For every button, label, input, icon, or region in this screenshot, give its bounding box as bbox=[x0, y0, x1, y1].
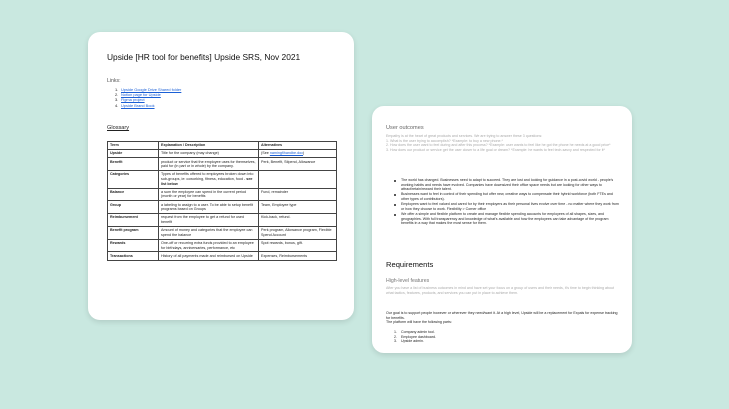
table-row: Transactions History of all payments made and reimbursed on Upside Expenses, Reimbursements bbox=[108, 252, 337, 260]
outcomes-bullet-list bbox=[394, 178, 620, 226]
brand-book-link[interactable]: Upside Brand Book bbox=[121, 102, 155, 108]
goal-paragraph: Our goal is to support people however or wherever they need/want it. At a high level, Upside will be a replacement for Expals for expense tracking for benefits. The platform will have the following parts: bbox=[386, 311, 618, 325]
list-item: 2. Notion page for Upside bbox=[115, 92, 161, 98]
platform-parts-list bbox=[394, 330, 436, 344]
drive-folder-link[interactable]: Upside Google Drive Shared folder bbox=[121, 87, 182, 92]
high-level-features-heading: High-level features bbox=[386, 278, 430, 284]
glossary-table bbox=[107, 141, 337, 261]
column-header-explanation: Explanation / Description bbox=[159, 142, 259, 150]
list-item: 4. Upside Brand Book bbox=[115, 102, 155, 108]
figma-project-link[interactable]: Figma project bbox=[121, 97, 145, 103]
list-item: 3. Upside admin. bbox=[394, 339, 424, 344]
links-list bbox=[115, 87, 181, 108]
list-item: 3. Figma project bbox=[115, 97, 145, 103]
list-item: Employees want to feel valued and cared for by their employers as their personal lives evolve over time - no matter where they work from or how they choose to work. Flexibility > Corner office bbox=[394, 202, 620, 211]
high-level-features-intro: After you have a list of business outcomes in mind and have set your focus on a group of users and their needs, it's time to begin thinking about what tactics, features, products, and services you can put in place to achieve them. bbox=[386, 286, 615, 295]
list-item: 2. Employee dashboard. bbox=[394, 334, 436, 339]
list-item: 1. Company admin tool. bbox=[394, 330, 435, 334]
glossary-document-card bbox=[88, 32, 354, 320]
table-header-row bbox=[108, 142, 337, 150]
links-heading: Links: bbox=[107, 78, 121, 84]
naming-doc-link[interactable]: namingflhandbe.doc bbox=[269, 151, 304, 156]
table-row: Rewards One-off or recurring extra funds provided to an employee for birthdays, anniversaries, performance, etc Spot rewards, bonus, gift. bbox=[108, 239, 337, 252]
column-header-alternatives: Alternatives bbox=[259, 142, 337, 150]
document-title: Upside [HR tool for benefits] Upside SRS, Nov 2021 bbox=[107, 52, 301, 62]
table-row: Benefit product or service that the employee uses for themselves, paid for (in part or in whole) by the company. Perk, Benefit, Stipend, Allowance bbox=[108, 158, 337, 171]
list-item: 1. Upside Google Drive Shared folder bbox=[115, 87, 182, 92]
user-outcomes-intro: Empathy is at the heart of great products and services. We are trying to answer these 3 questions: 1. What is the user trying to accomplish? *Example: to buy a new phone.* 2. How does the user want to feel during and after this process? *Example: user wants to feel like he got the phone he needs at a good price* 3. How does our product or service get the user closer to a life goal or dream? *Example: he wants to feel tech-savvy and respected for it* bbox=[386, 134, 611, 152]
column-header-term: Term bbox=[108, 142, 159, 150]
requirements-heading: Requirements bbox=[386, 260, 434, 269]
notion-page-link[interactable]: Notion page for Upside bbox=[121, 92, 161, 98]
list-item: Businesses want to feel in control of their spending but offer new, creative ways to compensate their hybrid workforce (both FTEs and other types of contributors). bbox=[394, 192, 620, 201]
table-row: Balance a sum the employee can spend in the current period (month or year) for benefits Fund, remainder bbox=[108, 188, 337, 201]
table-row: Categories Types of benefits offered to employees broken down into sub-groups, ie: coworking, fitness, education, food - see list below bbox=[108, 171, 337, 188]
glossary-heading: Glossary bbox=[107, 125, 130, 131]
table-row: Reimbursement request from the employee to get a refund for used benefit Kick-back, refund. bbox=[108, 214, 337, 227]
table-row: Upside Title for the company (may change) (See namingflhandbe.doc) bbox=[108, 150, 337, 158]
list-item: We offer a simple and flexible platform to create and manage flexible spending accounts for employees of all shapes, sizes, and geographies. With full transparency and knowledge of what's available and how the employees can take advantage of the program benefits in a way that makes the most sense for them. bbox=[394, 212, 620, 226]
requirements-document-card bbox=[372, 106, 632, 353]
user-outcomes-heading: User outcomes bbox=[386, 125, 424, 131]
list-item: The world has changed. Businesses need to adapt to succeed. They are lost and looking for guidance in a post-covid world - people's working habits and needs have evolved. Companies have downsized their office space needs but are looking for other ways to attract/retain/reward their talent. bbox=[394, 178, 620, 192]
table-row: Group a labeling to assign to a user. To be able to setup benefit programs based on Groups Team, Employee type bbox=[108, 201, 337, 214]
table-row: Benefit program Amount of money and categories that the employee can spend the balance Perk program, Allowance program, Flexible Spend Account bbox=[108, 226, 337, 239]
